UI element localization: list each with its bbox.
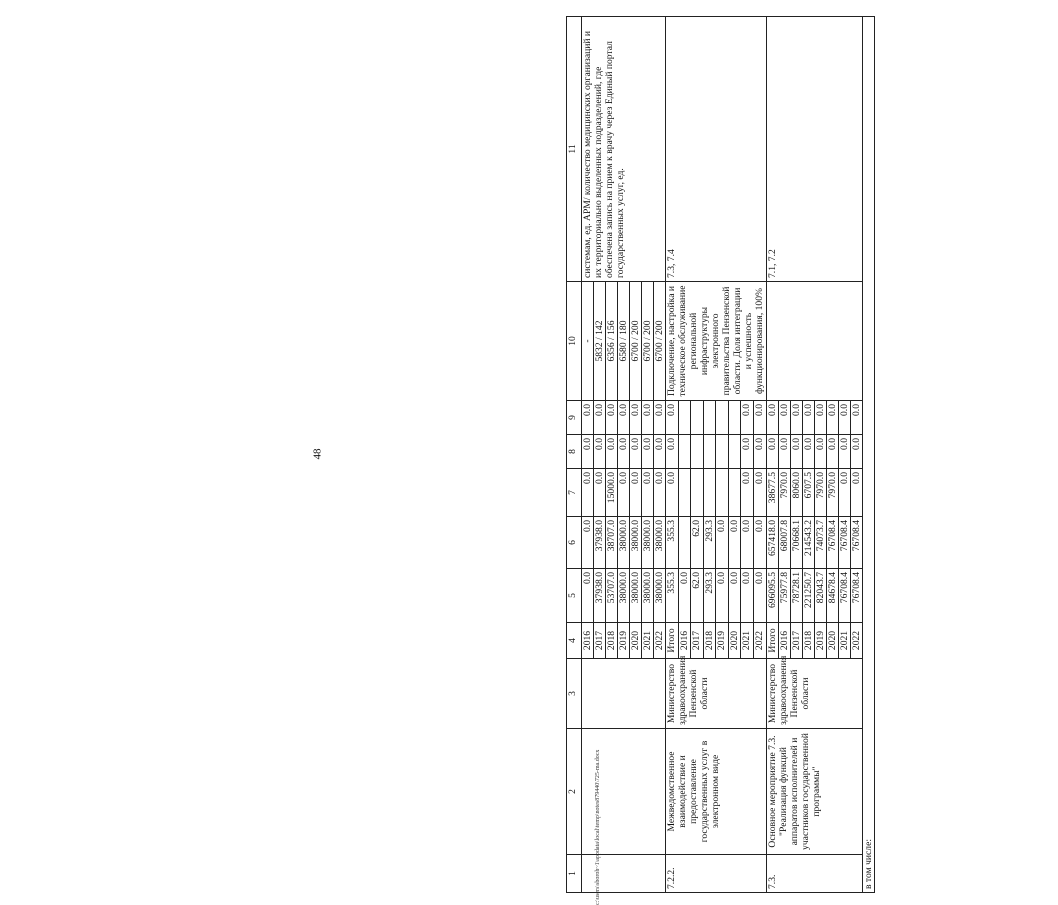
footer-file-path: c:\users\sboroh~1\appdata\local\temp\notes879440\725-ma.docx	[595, 749, 601, 905]
col-header-7: 7	[567, 469, 582, 517]
indicator-cell: 6356 / 156	[606, 282, 618, 401]
value-cell: 0.0	[814, 435, 826, 469]
value-cell: 74073.7	[814, 517, 826, 569]
value-cell: 38000.0	[630, 517, 642, 569]
value-cell: 0.0	[826, 401, 838, 435]
value-cell: 0.0	[606, 435, 618, 469]
table-row	[862, 17, 874, 893]
year-cell: 2022	[850, 623, 862, 659]
value-cell: 62.0	[691, 517, 704, 569]
value-cell: 38000.0	[654, 517, 666, 569]
year-cell: 2019	[814, 623, 826, 659]
value-cell: 0.0	[778, 435, 790, 469]
item-73-ref: 7.1, 7.2	[766, 17, 862, 282]
value-cell	[703, 401, 716, 435]
value-cell: 0.0	[716, 569, 729, 623]
value-cell: 0.0	[618, 469, 630, 517]
value-cell: 0.0	[582, 517, 594, 569]
item-73-name: Основное мероприятие 7.3. "Реализация функций аппаратов исполнителей и участников государственной программы"	[766, 729, 862, 855]
year-cell: Итого	[666, 623, 679, 659]
value-cell: 355.3	[666, 517, 679, 569]
value-cell: 0.0	[666, 435, 679, 469]
year-cell: 2018	[802, 623, 814, 659]
value-cell: 0.0	[790, 435, 802, 469]
value-cell	[678, 469, 691, 517]
value-cell: 78728.1	[790, 569, 802, 623]
value-cell: 0.0	[741, 401, 754, 435]
value-cell: 0.0	[618, 401, 630, 435]
value-cell: 0.0	[838, 469, 850, 517]
value-cell: 0.0	[728, 517, 741, 569]
value-cell: 76708.4	[850, 569, 862, 623]
cont-num-cell	[582, 855, 666, 893]
value-cell: 37938.0	[594, 569, 606, 623]
table-row	[666, 17, 679, 893]
year-cell: 2021	[838, 623, 850, 659]
value-cell: 0.0	[728, 569, 741, 623]
value-cell: 75977.8	[778, 569, 790, 623]
indicator-cell: 6700 / 200	[630, 282, 642, 401]
value-cell: 15000.0	[606, 469, 618, 517]
year-cell: 2018	[703, 623, 716, 659]
indicator-cell: 6700 / 200	[654, 282, 666, 401]
value-cell: 0.0	[826, 435, 838, 469]
item-73-executor: Министерство здравоохранения Пензенской области	[766, 659, 862, 729]
value-cell: 0.0	[802, 435, 814, 469]
value-cell: 0.0	[678, 569, 691, 623]
col-header-4: 4	[567, 623, 582, 659]
value-cell: 38000.0	[618, 569, 630, 623]
value-cell: 70668.1	[790, 517, 802, 569]
value-cell: 0.0	[838, 435, 850, 469]
value-cell	[691, 469, 704, 517]
header-row	[567, 17, 582, 893]
value-cell: 38000.0	[654, 569, 666, 623]
item-722-note: Подключение, настройка и техническое обслуживание региональной инфраструктуры электронного правительства Пензенской области. Доля интеграции и успешность функционирования, 100%	[666, 282, 766, 401]
value-cell: 0.0	[654, 401, 666, 435]
page-number: 48	[311, 448, 324, 460]
item-722-num: 7.2.2.	[666, 855, 766, 893]
value-cell: 221250.7	[802, 569, 814, 623]
value-cell	[678, 401, 691, 435]
year-cell: 2022	[753, 623, 766, 659]
value-cell: 76708.4	[838, 517, 850, 569]
value-cell: 0.0	[753, 401, 766, 435]
value-cell: 0.0	[850, 401, 862, 435]
value-cell: 0.0	[753, 469, 766, 517]
year-cell: 2016	[678, 623, 691, 659]
value-cell	[728, 401, 741, 435]
value-cell	[716, 401, 729, 435]
year-cell: 2017	[790, 623, 802, 659]
item-722-executor: Министерство здравоохранения Пензенской области	[666, 659, 766, 729]
value-cell: 7970.0	[814, 469, 826, 517]
value-cell: 696095.5	[766, 569, 778, 623]
year-cell: 2017	[594, 623, 606, 659]
value-cell: 62.0	[691, 569, 704, 623]
value-cell: 0.0	[582, 435, 594, 469]
indicator-cell: -	[582, 282, 594, 401]
value-cell: 0.0	[814, 401, 826, 435]
table-row	[582, 17, 594, 893]
value-cell: 0.0	[802, 401, 814, 435]
value-cell: 84678.4	[826, 569, 838, 623]
col-header-6: 6	[567, 517, 582, 569]
value-cell: 7970.0	[826, 469, 838, 517]
value-cell: 0.0	[630, 435, 642, 469]
value-cell: 38000.0	[642, 569, 654, 623]
value-cell: 0.0	[618, 435, 630, 469]
value-cell: 0.0	[630, 401, 642, 435]
value-cell: 38000.0	[630, 569, 642, 623]
value-cell: 293.3	[703, 517, 716, 569]
value-cell: 0.0	[654, 469, 666, 517]
value-cell: 214543.2	[802, 517, 814, 569]
col-header-1: 1	[567, 855, 582, 893]
value-cell	[728, 435, 741, 469]
value-cell	[728, 469, 741, 517]
cont-executor-cell	[582, 659, 666, 729]
value-cell: 0.0	[850, 469, 862, 517]
value-cell	[716, 435, 729, 469]
value-cell: 76708.4	[838, 569, 850, 623]
year-cell: 2020	[826, 623, 838, 659]
value-cell: 0.0	[642, 401, 654, 435]
value-cell: 0.0	[778, 401, 790, 435]
indicator-cell: 6580 / 180	[618, 282, 630, 401]
year-cell: Итого	[766, 623, 778, 659]
value-cell: 38677.5	[766, 469, 778, 517]
value-cell: 0.0	[741, 569, 754, 623]
col-header-5: 5	[567, 569, 582, 623]
item-722-ref: 7.3, 7.4	[666, 17, 766, 282]
cont-note-cell: системам, ед. АРМ/ количество медицинских организаций и их территориально выделенных подразделений, где обеспечена запись на прием к врачу через Единый портал государственных услуг, ед.	[582, 17, 666, 282]
value-cell: 0.0	[582, 569, 594, 623]
value-cell: 0.0	[741, 469, 754, 517]
in-that-number-row: в том числе:	[862, 17, 874, 893]
value-cell: 355.3	[666, 569, 679, 623]
value-cell: 0.0	[766, 401, 778, 435]
value-cell	[678, 517, 691, 569]
col-header-11: 11	[567, 17, 582, 282]
value-cell: 293.3	[703, 569, 716, 623]
value-cell: 0.0	[642, 469, 654, 517]
year-cell: 2022	[654, 623, 666, 659]
value-cell	[678, 435, 691, 469]
col-header-9: 9	[567, 401, 582, 435]
value-cell	[691, 401, 704, 435]
col-header-8: 8	[567, 435, 582, 469]
value-cell: 0.0	[838, 401, 850, 435]
rotated-table-container	[566, 17, 1058, 893]
year-cell: 2021	[741, 623, 754, 659]
value-cell: 76708.4	[826, 517, 838, 569]
indicator-cell: 5832 / 142	[594, 282, 606, 401]
value-cell: 38000.0	[618, 517, 630, 569]
col-header-3: 3	[567, 659, 582, 729]
value-cell: 0.0	[790, 401, 802, 435]
value-cell	[703, 435, 716, 469]
value-cell: 0.0	[582, 401, 594, 435]
year-cell: 2017	[691, 623, 704, 659]
value-cell: 0.0	[582, 469, 594, 517]
value-cell: 0.0	[753, 569, 766, 623]
value-cell	[703, 469, 716, 517]
indicator-cell: 6700 / 200	[642, 282, 654, 401]
value-cell: 0.0	[741, 517, 754, 569]
value-cell: 0.0	[753, 435, 766, 469]
year-cell: 2020	[630, 623, 642, 659]
value-cell: 0.0	[766, 435, 778, 469]
value-cell	[691, 435, 704, 469]
col-header-10: 10	[567, 282, 582, 401]
value-cell: 0.0	[606, 401, 618, 435]
value-cell: 38707.0	[606, 517, 618, 569]
value-cell: 0.0	[666, 469, 679, 517]
value-cell: 0.0	[630, 469, 642, 517]
value-cell: 0.0	[666, 401, 679, 435]
value-cell: 53707.0	[606, 569, 618, 623]
value-cell: 0.0	[850, 435, 862, 469]
value-cell: 0.0	[594, 435, 606, 469]
value-cell: 0.0	[753, 517, 766, 569]
value-cell: 82043.7	[814, 569, 826, 623]
year-cell: 2016	[582, 623, 594, 659]
value-cell: 657418.0	[766, 517, 778, 569]
table-row	[766, 17, 778, 893]
value-cell: 0.0	[654, 435, 666, 469]
value-cell: 0.0	[716, 517, 729, 569]
value-cell: 0.0	[594, 469, 606, 517]
year-cell: 2016	[778, 623, 790, 659]
value-cell: 68007.8	[778, 517, 790, 569]
value-cell: 0.0	[642, 435, 654, 469]
item-722-name: Межведомственное взаимодействие и предоставление государственных услуг в электронном виде	[666, 729, 766, 855]
item-73-num: 7.3.	[766, 855, 862, 893]
value-cell	[716, 469, 729, 517]
year-cell: 2018	[606, 623, 618, 659]
item-73-note	[766, 282, 862, 401]
year-cell: 2021	[642, 623, 654, 659]
year-cell: 2020	[728, 623, 741, 659]
value-cell: 76708.4	[850, 517, 862, 569]
year-cell: 2019	[618, 623, 630, 659]
cont-name-cell	[582, 729, 666, 855]
value-cell: 7970.0	[778, 469, 790, 517]
year-cell: 2019	[716, 623, 729, 659]
value-cell: 38000.0	[642, 517, 654, 569]
value-cell: 8060.0	[790, 469, 802, 517]
program-activities-table	[566, 16, 875, 893]
col-header-2: 2	[567, 729, 582, 855]
value-cell: 0.0	[594, 401, 606, 435]
value-cell: 6707.5	[802, 469, 814, 517]
value-cell: 37938.0	[594, 517, 606, 569]
value-cell: 0.0	[741, 435, 754, 469]
